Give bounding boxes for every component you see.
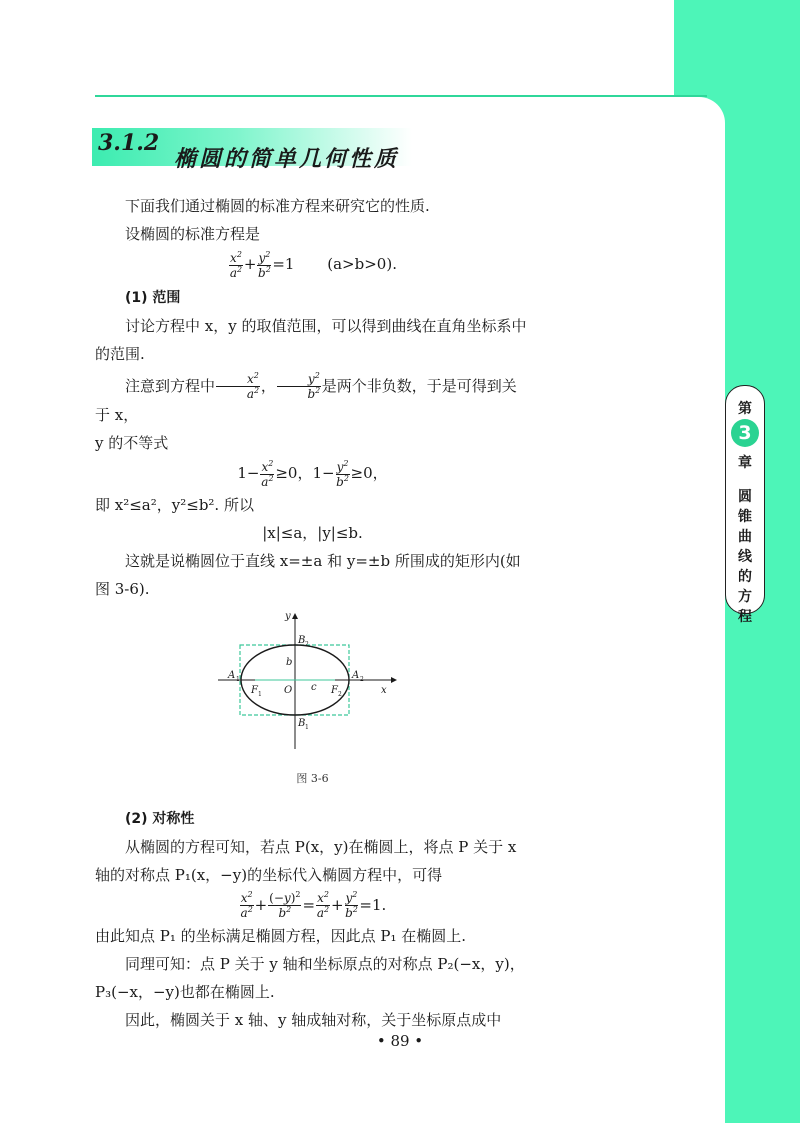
y-axis-arrow [292,613,298,619]
frac-neg-y2-b2: $\frac{(-y)^2}{b^2}$ [269,890,301,920]
label-origin: O [283,684,292,696]
chapter-number-badge: 3 [731,419,759,447]
intro-line-2: 设椭圆的标准方程是 [125,225,261,243]
frac-x2-a2: $\frac{x^2}{a^2}$ [240,890,253,920]
symmetry-para-1: 从椭圆的方程可知，若点 P(x，y)在椭圆上，将点 P 关于 x 轴的对称点 P₁(x，−y)的坐标代入椭圆方程中，可得 [95,837,517,884]
body-text [95,192,530,1034]
ellipse-figure [213,609,413,759]
label-y: y [284,610,291,622]
heading-symmetry: (2) 对称性 [125,810,195,827]
symmetry-equation: $\frac{x^2}{a^2}$ + $\frac{(-y)^2}{b^2}$ = $\frac{x^2}{a^2}$ + $\frac{y^2}{b^2}$ =1. [240,890,387,920]
chapter-zhang: 章 [738,455,752,471]
frac-x2-a2: $\frac{x^2}{a^2}$ [216,372,260,401]
abs-inequality: |x|≤a，|y|≤b. [262,523,363,542]
label-b1: B [297,717,305,729]
inequality-equation: 1− $\frac{x^2}{a^2}$ ≥0，1− $\frac{y^2}{b^2}$ ≥0， [237,458,388,489]
label-a2: A [351,669,359,681]
chapter-di: 第 [738,401,752,417]
frac-y2-b2: $\frac{y^2}{b^2}$ [258,249,271,280]
label-c: c [310,681,317,693]
label-f2-sub: 2 [337,690,342,698]
label-b2: B [297,634,305,646]
chapter-side-tab [725,385,765,625]
label-a1-sub: 1 [235,675,240,683]
label-f1: F [250,684,258,696]
label-f2: F [330,684,338,696]
label-b: b [285,656,292,668]
frac-y2-b2: $\frac{y^2}{b^2}$ [336,458,349,489]
range-para-2-cont: y 的不等式 [95,434,169,452]
frac-x2-a2: $\frac{x^2}{a^2}$ [316,890,330,920]
label-a2-sub: 2 [359,675,364,683]
label-b1-sub: 1 [304,723,309,731]
range-para-1: 讨论方程中 x，y 的取值范围，可以得到曲线在直角坐标系中的范围. [95,316,527,363]
frac-x2-a2: $\frac{x^2}{a^2}$ [261,458,274,489]
frac-y2-b2: $\frac{y^2}{b^2}$ [277,372,321,401]
equation-condition: (a>b>0). [327,255,397,273]
heading-range: (1) 范围 [125,289,181,306]
label-x: x [380,684,387,696]
x-axis-arrow [391,677,397,683]
frac-x2-a2: $\frac{x^2}{a^2}$ [229,249,243,280]
frac-y2-b2: $\frac{y^2}{b^2}$ [345,890,358,920]
range-so: 即 x²≤a²，y²≤b². 所以 [95,495,254,514]
symmetry-para-4: 因此，椭圆关于 x 轴、y 轴成轴对称，关于坐标原点成中 [125,1011,502,1029]
section-banner [92,124,412,170]
label-b2-sub: 2 [304,640,309,648]
symmetry-para-2: 由此知点 P₁ 的坐标满足椭圆方程，因此点 P₁ 在椭圆上. [95,927,467,945]
range-para-2: 注意到方程中 $\frac{x^2}{a^2}$ ， $\frac{y^2}{b^2}$ 是两个非负数，于是可得到关于 x， [95,371,517,424]
intro-line-1: 下面我们通过椭圆的标准方程来研究它的性质. [125,197,430,215]
top-rule [95,95,707,97]
page-number: • 89 • [376,1032,424,1050]
standard-equation: $\frac{x^2}{a^2}$ + $\frac{y^2}{b^2}$ =1 (a>b>0). [229,249,397,280]
range-para-3: 这就是说椭圆位于直线 x=±a 和 y=±b 所围成的矩形内(如图 3-6). [95,551,521,598]
label-f1-sub: 1 [257,690,262,698]
chapter-name: 圆锥曲线的方程 [738,489,752,625]
section-title: 椭圆的简单几何性质 [174,147,400,172]
symmetry-para-3: 同理可知：点 P 关于 y 轴和坐标原点的对称点 P₂(−x，y)，P₃(−x，−y)也都在椭圆上. [95,955,525,1001]
section-number: 3.1.2 [98,130,160,156]
label-a1: A [227,669,235,681]
figure-caption: 图 3-6 [296,771,329,785]
